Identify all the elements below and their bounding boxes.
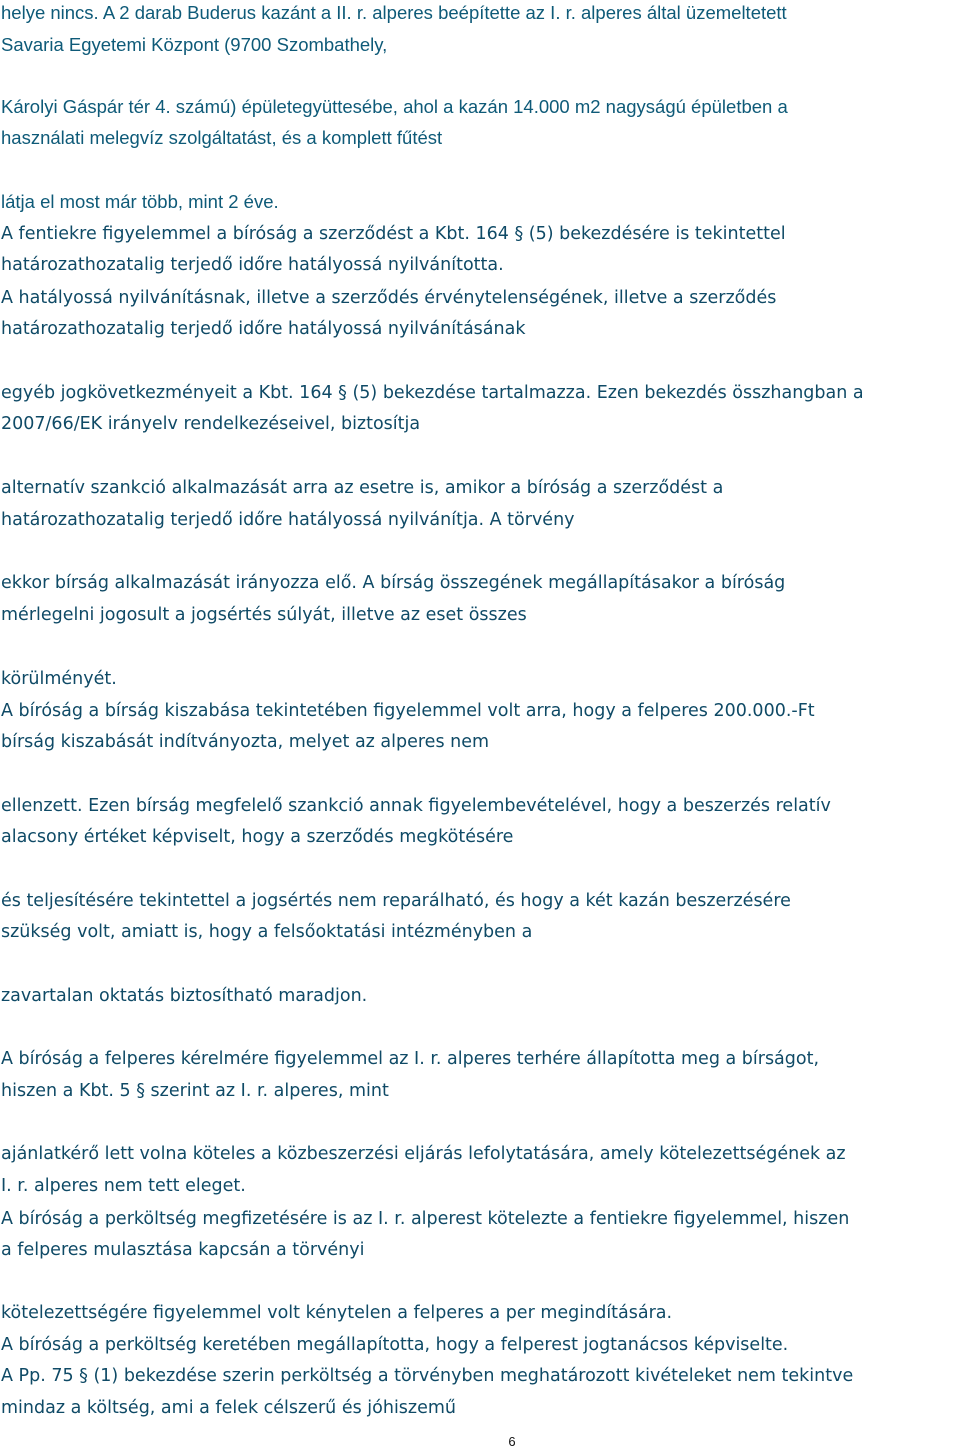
- text-line: ajánlatkérő lett volna köteles a közbeszerzési eljárás lefolytatására, amely kötelezettségének az: [1, 1144, 846, 1164]
- text-line: A bíróság a perköltség keretében megállapította, hogy a felperest jogtanácsos képviselte.: [1, 1335, 789, 1355]
- text-line: ekkor bírság alkalmazását irányozza elő. A bírság összegének megállapításakor a bíróság: [1, 573, 786, 593]
- page-number: 6: [508, 1434, 516, 1449]
- text-line: mérlegelni jogosult a jogsértés súlyát, illetve az eset összes: [1, 605, 527, 625]
- text-line: a felperes mulasztása kapcsán a törvényi: [1, 1240, 365, 1260]
- text-line: A bíróság a felperes kérelmére figyelemmel az I. r. alperes terhére állapította meg a bírságot,: [1, 1049, 820, 1069]
- text-line: ellenzett. Ezen bírság megfelelő szankció annak figyelembevételével, hogy a beszerzés relatív: [1, 796, 831, 816]
- text-line: használati melegvíz szolgáltatást, és a komplett fűtést: [1, 127, 443, 148]
- text-line: kötelezettségére figyelemmel volt kénytelen a felperes a per megindítására.: [1, 1303, 673, 1323]
- text-line: alternatív szankció alkalmazását arra az esetre is, amikor a bíróság a szerződést a: [1, 478, 724, 498]
- text-line: bírság kiszabását indítványozta, melyet az alperes nem: [1, 732, 490, 752]
- text-line: 2007/66/EK irányelv rendelkezéseivel, biztosítja: [1, 414, 421, 434]
- text-line: A bíróság a bírság kiszabása tekintetében figyelemmel volt arra, hogy a felperes 200.000.-Ft: [1, 701, 815, 721]
- text-line: A bíróság a perköltség megfizetésére is az I. r. alperest kötelezte a fentiekre figyelemmel, hiszen: [1, 1209, 850, 1229]
- text-line: látja el most már több, mint 2 éve.: [1, 191, 279, 212]
- text-line: I. r. alperes nem tett eleget.: [1, 1176, 246, 1196]
- text-line: Savaria Egyetemi Központ (9700 Szombathely,: [1, 34, 388, 55]
- text-line: mindaz a költség, ami a felek célszerű és jóhiszemű: [1, 1398, 457, 1418]
- text-line: helye nincs. A 2 darab Buderus kazánt a II. r. alperes beépítette az I. r. alperes által üzemeltetett: [1, 2, 787, 23]
- text-line: egyéb jogkövetkezményeit a Kbt. 164 § (5) bekezdése tartalmazza. Ezen bekezdés összhangban a: [1, 383, 864, 403]
- text-line: A Pp. 75 § (1) bekezdése szerin perköltség a törvényben meghatározott kivételeket nem tekintve: [1, 1366, 854, 1386]
- text-line: határozathozatalig terjedő időre hatályossá nyilvánította.: [1, 255, 504, 275]
- text-line: szükség volt, amiatt is, hogy a felsőoktatási intézményben a: [1, 922, 533, 942]
- text-line: A fentiekre figyelemmel a bíróság a szerződést a Kbt. 164 § (5) bekezdésére is tekintettel: [1, 224, 786, 244]
- text-line: A hatályossá nyilvánításnak, illetve a szerződés érvénytelenségének, illetve a szerződés: [1, 288, 777, 308]
- text-line: alacsony értéket képviselt, hogy a szerződés megkötésére: [1, 827, 514, 847]
- text-line: Károlyi Gáspár tér 4. számú) épületegyüttesébe, ahol a kazán 14.000 m2 nagyságú épületben a: [1, 96, 788, 117]
- text-line: körülményét.: [1, 669, 117, 689]
- text-line: határozathozatalig terjedő időre hatályossá nyilvánításának: [1, 319, 526, 339]
- text-line: zavartalan oktatás biztosítható maradjon.: [1, 986, 368, 1006]
- text-line: és teljesítésére tekintettel a jogsértés nem reparálható, és hogy a két kazán beszerzésére: [1, 891, 791, 911]
- text-line: hiszen a Kbt. 5 § szerint az I. r. alperes, mint: [1, 1081, 389, 1101]
- text-line: határozathozatalig terjedő időre hatályossá nyilvánítja. A törvény: [1, 510, 575, 530]
